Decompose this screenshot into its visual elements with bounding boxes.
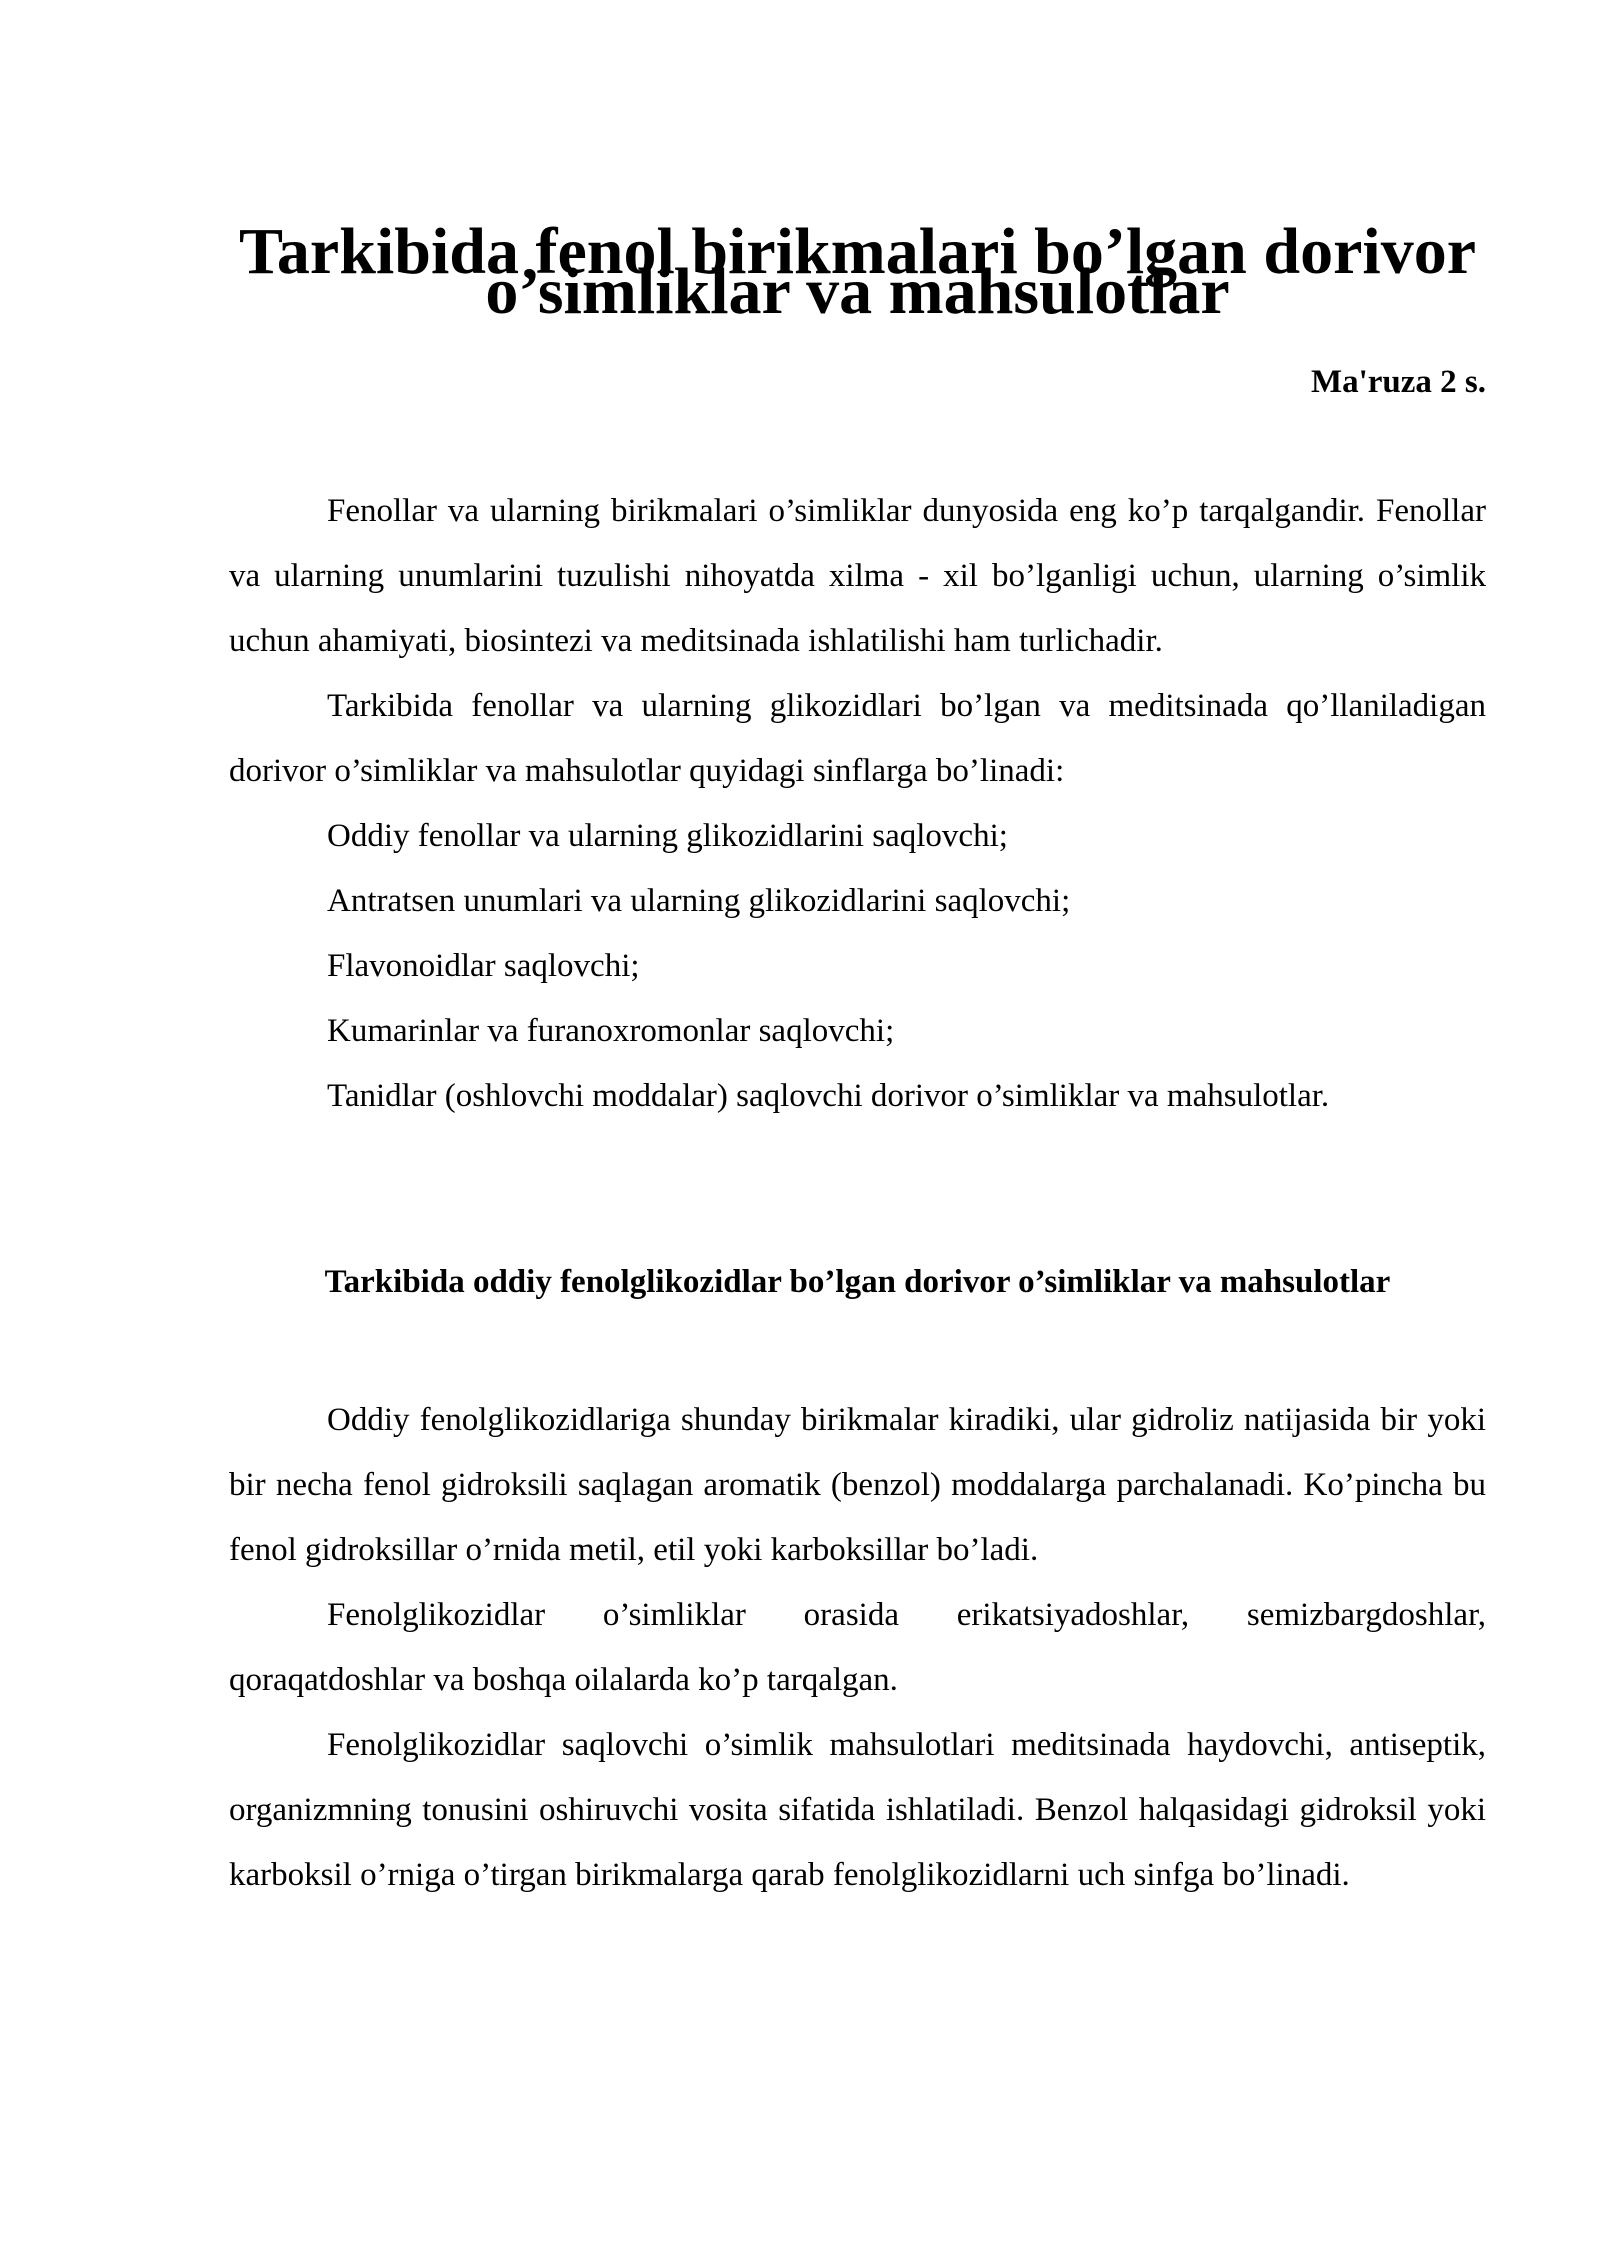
lecture-label: Ma'ruza 2 s. xyxy=(1310,364,1486,400)
document-title: Tarkibida fenol birikmalari bo’lgan dorivor o’simliklar va mahsulotlar xyxy=(238,215,1477,328)
section-title: Tarkibida oddiy fenolglikozidlar bo’lgan dorivor o’simliklar va mahsulotlar xyxy=(324,1264,1391,1300)
intro-paragraph: Fenollar va ularning birikmalari o’simliklar dunyosida eng ko’p tarqalgandir. Fenollar va ularning unumlarini tuzulishi nihoyatda xilma - xil bo’lganligi uchun, ularning o’simlik uchun ahamiyati, biosintezi va meditsinada ishlatilishi ham turlichadir. xyxy=(229,493,1486,659)
intro-section xyxy=(229,479,1486,1129)
section-paragraph: Fenolglikozidlar o’simliklar orasida erikatsiyadoshlar, semizbargdoshlar, qoraqatdoshlar va boshqa oilalarda ko’p tarqalgan. xyxy=(229,1597,1486,1698)
section-paragraph: Oddiy fenolglikozidlariga shunday birikmalar kiradiki, ular gidroliz natijasida bir yoki bir necha fenol gidroksili saqlagan aromatik (benzol) moddalarga parchalanadi. Ko’pincha bu fenol gidroksillar o’rnida metil, etil yoki karboksillar bo’ladi. xyxy=(229,1402,1486,1568)
section-body xyxy=(229,1388,1486,1908)
list-item: Kumarinlar va furanoxromonlar saqlovchi; xyxy=(327,1013,895,1049)
classes-list xyxy=(229,804,1486,1129)
intro-paragraph: Tarkibida fenollar va ularning glikozidlari bo’lgan va meditsinada qo’llaniladigan dorivor o’simliklar va mahsulotlar quyidagi sinflarga bo’linadi: xyxy=(229,688,1486,789)
section-paragraph: Fenolglikozidlar saqlovchi o’simlik mahsulotlari meditsinada haydovchi, antiseptik, organizmning tonusini oshiruvchi vosita sifatida ishlatiladi. Benzol halqasidagi gidroksil yoki karboksil o’rniga o’tirgan birikmalarga qarab fenolglikozidlarni uch sinfga bo’linadi. xyxy=(229,1727,1486,1893)
list-item: Flavonoidlar saqlovchi; xyxy=(327,948,640,984)
list-item: Oddiy fenollar va ularning glikozidlarini saqlovchi; xyxy=(327,818,1008,854)
list-item: Antratsen unumlari va ularning glikozidlarini saqlovchi; xyxy=(327,883,1071,919)
list-item: Tanidlar (oshlovchi moddalar) saqlovchi dorivor o’simliklar va mahsulotlar. xyxy=(327,1078,1330,1114)
